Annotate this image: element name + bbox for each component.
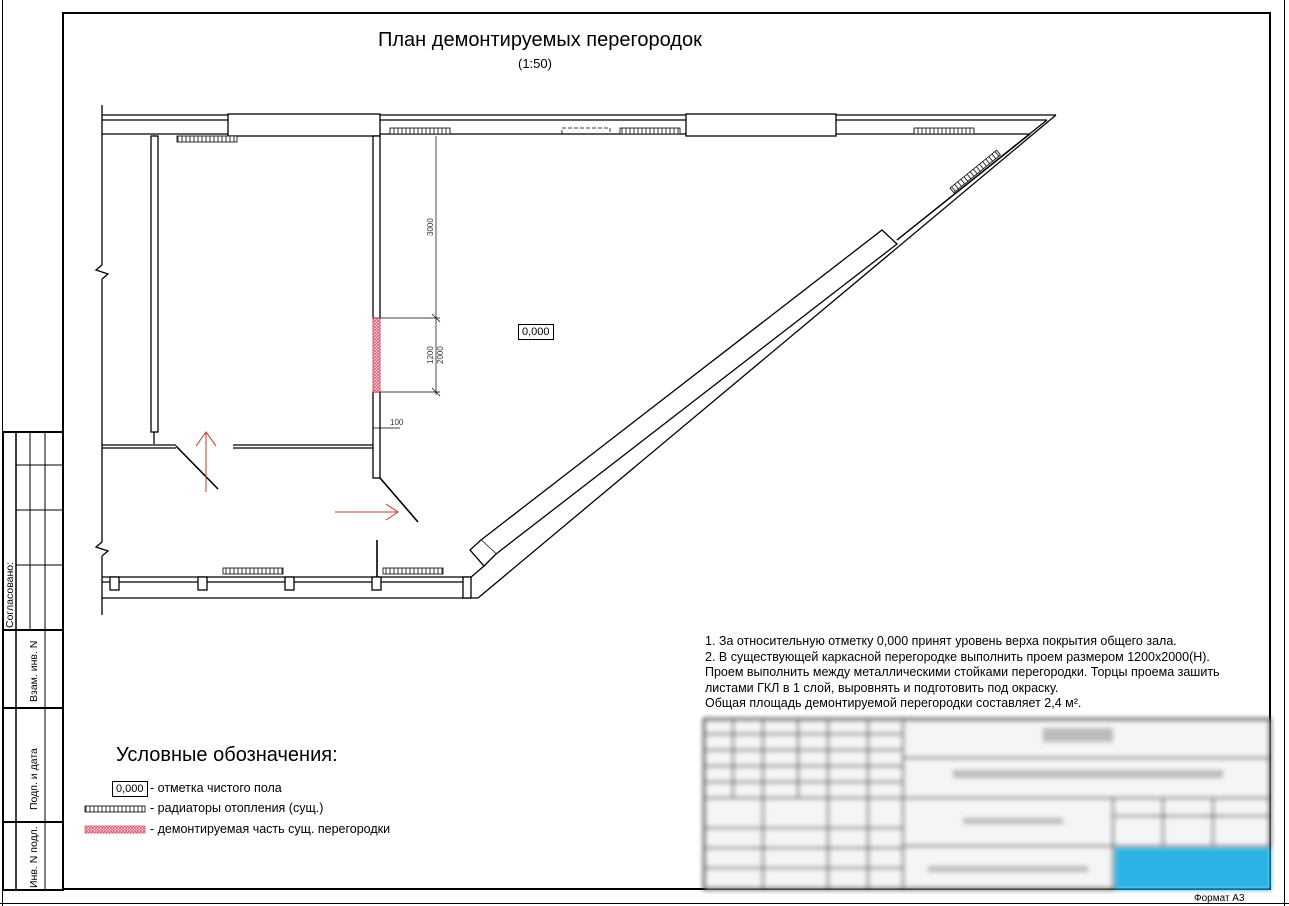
note-line: листами ГКЛ в 1 слой, выровнять и подготовить под окраску.	[705, 680, 1059, 695]
demolished-partition	[373, 318, 380, 392]
title-block-stamp	[703, 718, 1271, 890]
format-label: Формат А3	[1194, 893, 1245, 904]
notes-block	[705, 634, 1220, 712]
note-line: Общая площадь демонтируемой перегородки составляет 2,4 м².	[705, 696, 1082, 710]
legend-item-elevation: - отметка чистого пола	[150, 781, 282, 795]
door-leaf-right	[380, 478, 418, 522]
drawing-scale: (1:50)	[518, 56, 552, 71]
legend-symbol-radiator	[84, 804, 148, 814]
diagonal-partition	[481, 230, 897, 554]
radiators	[177, 128, 1000, 574]
door-leaf-left	[176, 446, 218, 489]
legend-item-radiator: - радиаторы отопления (сущ.)	[150, 801, 324, 815]
partition-left	[151, 136, 158, 432]
sign-date-label: Подп. и дата	[28, 748, 40, 810]
legend-symbol-elevation: 0,000	[112, 781, 148, 797]
dim-1200: 1200	[426, 346, 435, 364]
legend-item-demolish: - демонтируемая часть сущ. перегородки	[150, 822, 391, 836]
legend-title: Условные обозначения:	[116, 744, 338, 766]
legend-symbol-demolish	[84, 825, 148, 835]
diagonal-wall-outer	[478, 115, 1056, 598]
elevation-mark: 0,000	[518, 324, 554, 340]
note-line: 2. В существующей каркасной перегородке выполнить проем размером 1200х2000(Н).	[705, 649, 1210, 664]
partition-main-lower	[373, 392, 380, 478]
inv-orig-label: Инв. N подл.	[28, 826, 40, 888]
inv-replace-label: Взам. инв. N	[28, 640, 40, 702]
note-line: Проем выполнить между металлическими стойками перегородки. Торцы проема зашить	[705, 665, 1220, 679]
dim-3000: 3000	[426, 218, 435, 236]
partition-main-upper	[373, 136, 380, 318]
agreed-label: Согласовано:	[4, 561, 16, 628]
dim-100: 100	[390, 418, 404, 427]
dimension-lines	[373, 136, 440, 428]
walls	[96, 105, 1056, 615]
dim-2000: 2000	[436, 346, 445, 364]
top-column-left	[228, 114, 380, 136]
note-line: 1. За относительную отметку 0,000 принят уровень верха покрытия общего зала.	[705, 634, 1177, 648]
drawing-title: План демонтируемых перегородок	[378, 29, 702, 51]
top-column-right	[686, 114, 836, 136]
